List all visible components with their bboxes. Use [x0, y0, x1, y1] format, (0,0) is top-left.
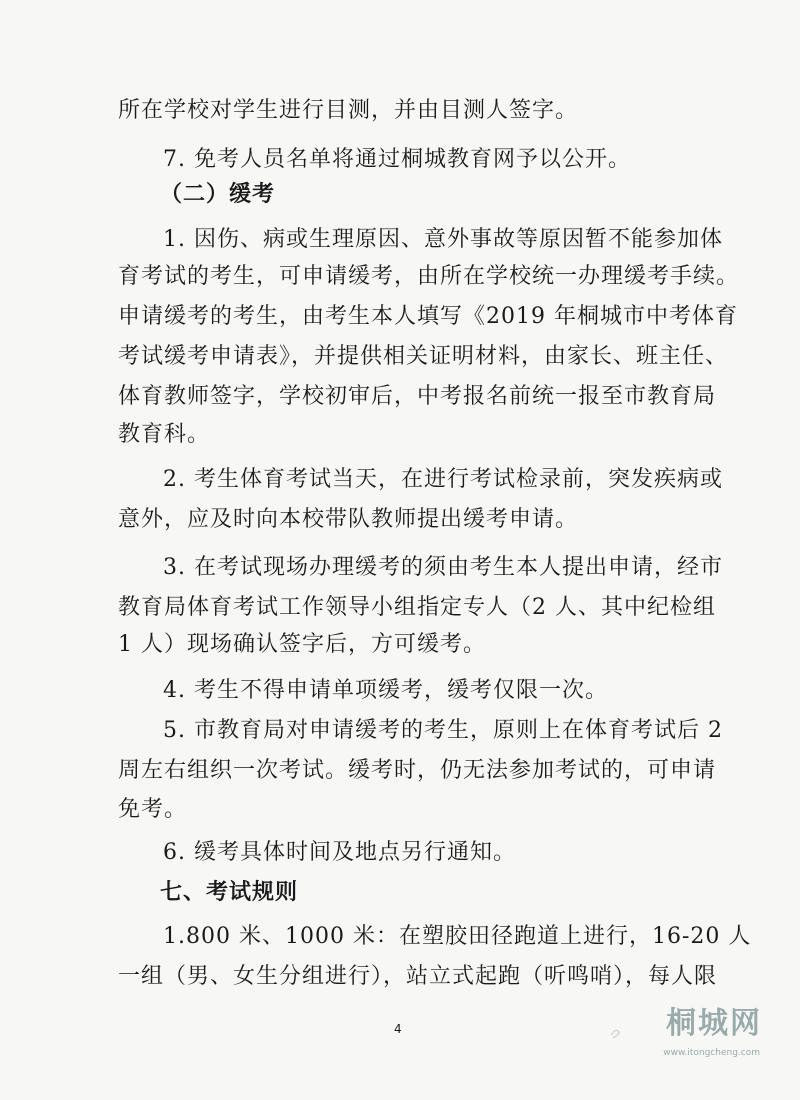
- text-line: 育考试的考生，可申请缓考，由所在学校统一办理缓考手续。: [118, 264, 740, 289]
- text-line: 7. 免考人员名单将通过桐城教育网予以公开。: [163, 147, 631, 172]
- text-line: 一组（男、女生分组进行），站立式起跑（听鸣哨），每人限: [118, 964, 718, 989]
- text-line: 教育局体育考试工作领导小组指定专人（2 人、其中纪检组: [118, 595, 716, 620]
- watermark-swoosh-icon: [610, 1004, 650, 1060]
- text-line: 3. 在考试现场办理缓考的须由考生本人提出申请，经市: [163, 555, 723, 580]
- text-line: 考试缓考申请表》，并提供相关证明材料，由家长、班主任、: [118, 344, 729, 369]
- section-heading: 七、考试规则: [160, 880, 299, 905]
- text-line: 体育教师签字，学校初审后，中考报名前统一报至市教育局: [118, 384, 717, 409]
- page-number: 4: [394, 1022, 402, 1036]
- text-line: 意外，应及时向本校带队教师提出缓考申请。: [118, 507, 579, 532]
- text-line: 1.800 米、1000 米：在塑胶田径跑道上进行，16-20 人: [163, 924, 752, 949]
- text-line: 1 人）现场确认签字后，方可缓考。: [118, 632, 486, 657]
- text-line: 免考。: [118, 797, 188, 822]
- text-line: 2. 考生体育考试当天，在进行考试检录前，突发疾病或: [163, 467, 723, 492]
- section-heading: （二）缓考: [160, 182, 276, 207]
- watermark-url: www.itongcheng.com: [663, 1048, 760, 1058]
- text-line: 4. 考生不得申请单项缓考，缓考仅限一次。: [163, 678, 608, 703]
- text-line: 周左右组织一次考试。缓考时，仍无法参加考试的，可申请: [118, 758, 717, 783]
- text-line: 1. 因伤、病或生理原因、意外事故等原因暂不能参加体: [163, 227, 723, 252]
- text-line: 申请缓考的考生，由考生本人填写《2019 年桐城市中考体育: [118, 304, 738, 329]
- text-line: 6. 缓考具体时间及地点另行通知。: [163, 840, 516, 865]
- text-line: 所在学校对学生进行目测，并由目测人签字。: [118, 98, 579, 123]
- text-line: 教育科。: [118, 422, 211, 447]
- watermark-logo-text: 桐城网: [666, 1006, 762, 1041]
- text-line: 5. 市教育局对申请缓考的考生，原则上在体育考试后 2: [163, 718, 723, 743]
